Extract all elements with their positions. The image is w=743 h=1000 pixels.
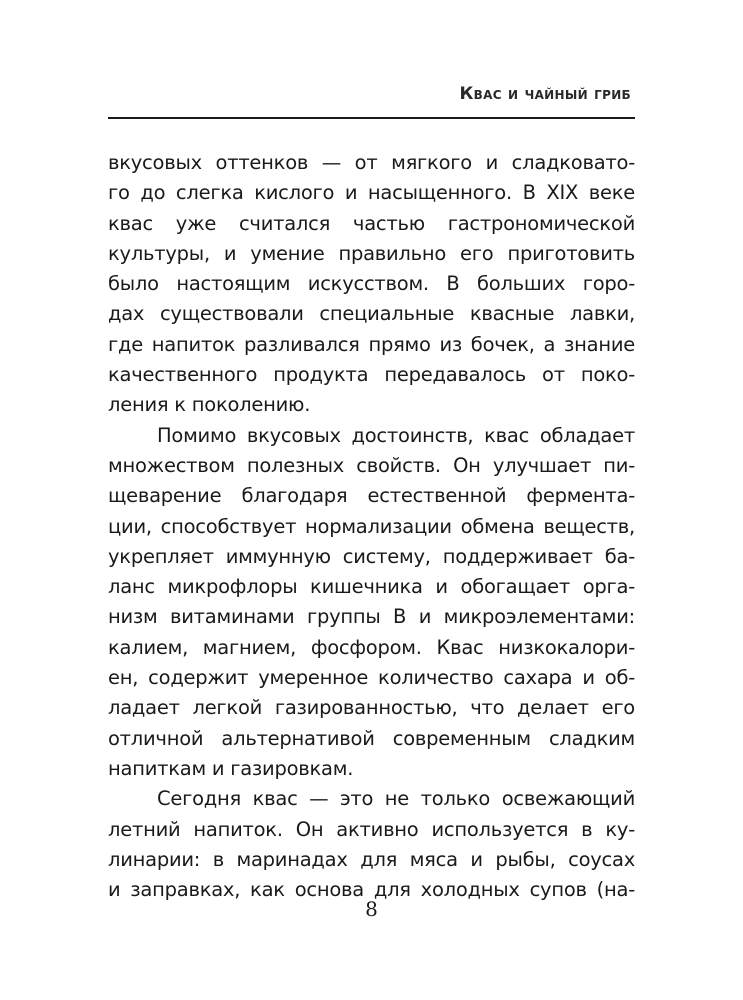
text-line: щеварение благодаря естественной ферментa- [108, 484, 635, 508]
text-line: летний напиток. Он активно используется в ку- [108, 817, 635, 841]
text-line: было настоящим искусством. В больших горо- [108, 272, 635, 296]
text-line: ен, содержит умеренное количество сахара и об- [108, 666, 635, 690]
text-line: множеством полезных свойств. Он улучшает пи- [108, 453, 635, 477]
text-line: Сегодня квас — это не только освежающий [157, 787, 635, 811]
text-line: ции, способствует нормализации обмена веществ, [108, 514, 635, 538]
text-line: вкусовых оттенков — от мягкого и сладковато- [108, 151, 635, 174]
body-text [108, 148, 635, 905]
running-head-title: Квас и чайный гриб [459, 84, 631, 104]
text-line: где напиток разливался прямо из бочек, а знание [108, 332, 635, 356]
text-line: ланс микрофлоры кишечника и обогащает орга- [108, 575, 635, 599]
text-line: дах существовали специальные квасные лавки, [108, 302, 635, 326]
text-line: ладает легкой газированностью, что делает его [108, 696, 635, 720]
text-line: и заправках, как основа для холодных супов (на- [108, 878, 635, 902]
paragraph-2 [108, 421, 635, 785]
header-rule [108, 117, 635, 119]
text-line: культуры, и умение правильно его приготовить [108, 241, 635, 265]
text-line: го до слегка кислого и насыщенного. В XIX веке [108, 181, 635, 205]
text-line: укрепляет иммунную систему, поддерживает ба- [108, 544, 635, 568]
text-line: качественного продукта передавалось от поко- [108, 363, 635, 387]
page-number: 8 [365, 897, 378, 921]
text-line: низм витаминами группы В и микроэлементами: [108, 605, 635, 629]
text-line: напиткам и газировкам. [108, 756, 354, 780]
text-line: линарии: в маринадах для мяса и рыбы, соусах [108, 847, 635, 871]
text-line: Помимо вкусовых достоинств, квас обладает [157, 423, 635, 447]
text-line: отличной альтернативой современным сладким [108, 726, 635, 750]
paragraph-3 [108, 784, 635, 905]
text-line: квас уже считался частью гастрономической [108, 211, 635, 235]
text-line: калием, магнием, фосфором. Квас низкокалори- [108, 635, 635, 659]
paragraph-1 [108, 148, 635, 421]
text-line: ления к поколению. [108, 393, 311, 417]
